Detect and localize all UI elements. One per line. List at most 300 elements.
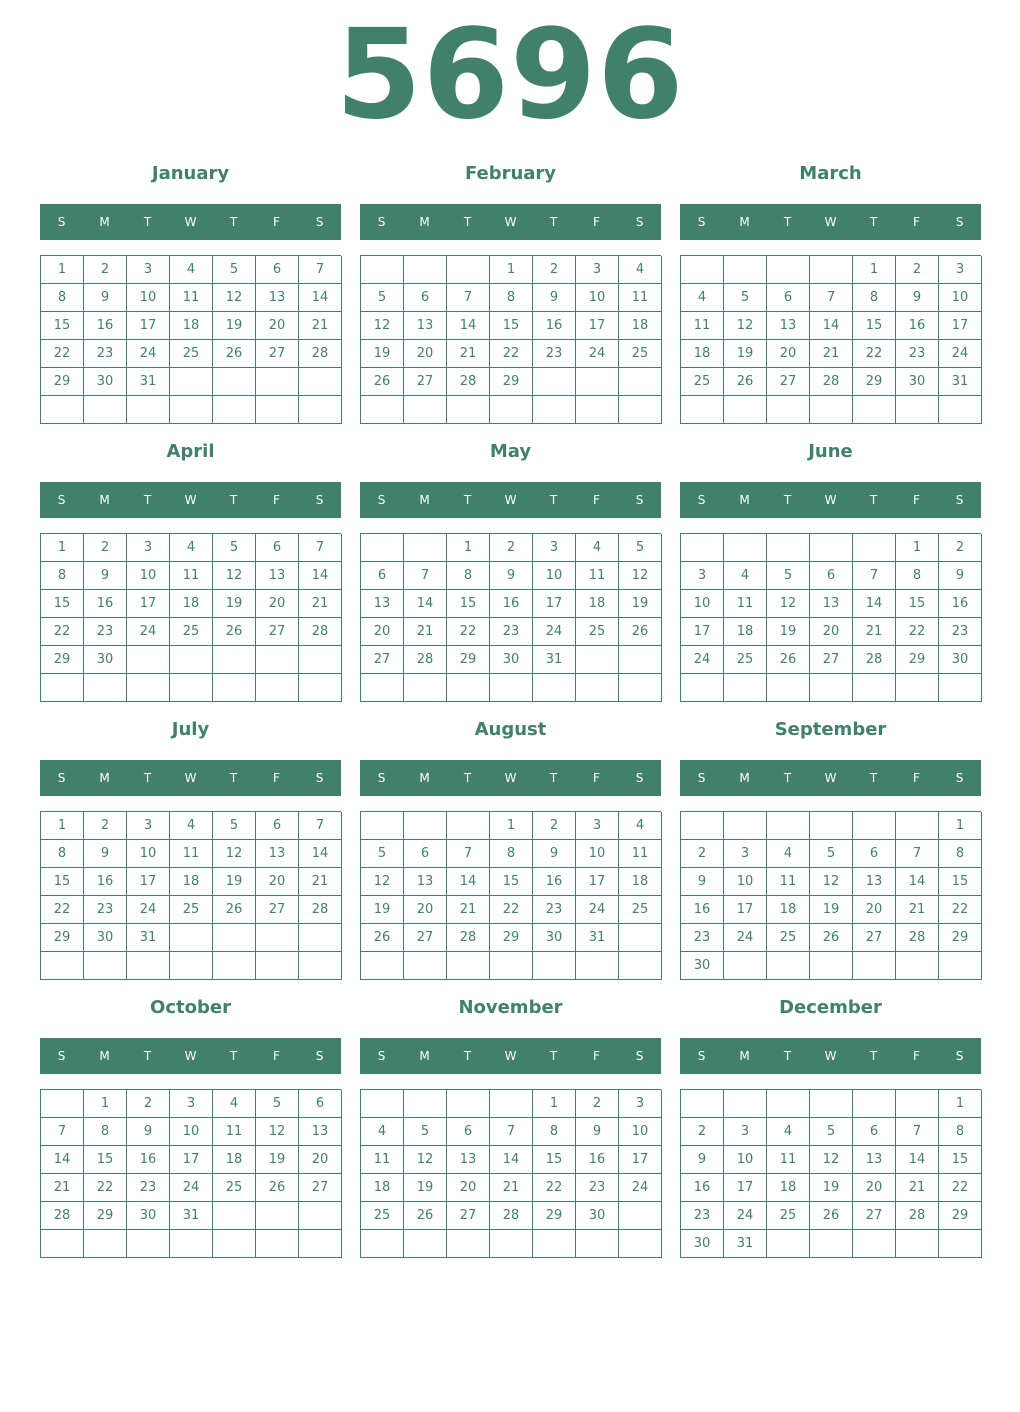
day-cell: 3 [127, 812, 170, 840]
empty-cell [939, 674, 982, 702]
day-grid [40, 533, 341, 702]
weekday-label: M [739, 771, 750, 785]
empty-cell [447, 674, 490, 702]
day-cell: 16 [896, 312, 939, 340]
empty-cell [810, 534, 853, 562]
day-cell: 25 [576, 618, 619, 646]
day-grid [360, 255, 661, 424]
day-cell: 23 [84, 896, 127, 924]
day-cell: 27 [256, 340, 299, 368]
day-cell: 1 [939, 1090, 982, 1118]
day-cell: 26 [213, 618, 256, 646]
weekday-label: T [549, 215, 558, 229]
day-cell: 24 [619, 1174, 662, 1202]
weekday-label: T [229, 215, 238, 229]
day-cell: 5 [810, 1118, 853, 1146]
weekday-label: T [229, 771, 238, 785]
empty-cell [533, 674, 576, 702]
month-august [360, 712, 661, 980]
day-cell: 9 [533, 840, 576, 868]
month-name: August [474, 719, 547, 740]
day-cell: 31 [724, 1230, 767, 1258]
weekday-label: S [635, 771, 644, 785]
empty-cell [299, 646, 342, 674]
day-grid [40, 255, 341, 424]
empty-cell [939, 396, 982, 424]
empty-cell [170, 396, 213, 424]
day-cell: 18 [619, 312, 662, 340]
day-cell: 20 [256, 312, 299, 340]
day-cell: 8 [939, 1118, 982, 1146]
day-cell: 1 [84, 1090, 127, 1118]
empty-cell [681, 674, 724, 702]
weekday-label: T [143, 215, 152, 229]
day-cell: 8 [84, 1118, 127, 1146]
day-cell: 9 [681, 868, 724, 896]
day-cell: 4 [767, 840, 810, 868]
weekday-label: S [697, 771, 706, 785]
day-grid [680, 255, 981, 424]
day-cell: 18 [681, 340, 724, 368]
weekday-label: W [504, 493, 517, 507]
day-cell: 17 [170, 1146, 213, 1174]
empty-cell [681, 534, 724, 562]
empty-cell [404, 952, 447, 980]
day-cell: 23 [533, 896, 576, 924]
day-cell: 6 [361, 562, 404, 590]
empty-cell [853, 396, 896, 424]
day-cell: 5 [404, 1118, 447, 1146]
weekday-label: T [549, 771, 558, 785]
day-cell: 8 [490, 284, 533, 312]
day-cell: 13 [404, 312, 447, 340]
weekday-label: F [913, 215, 920, 229]
day-cell: 17 [724, 1174, 767, 1202]
empty-cell [619, 674, 662, 702]
day-cell: 17 [127, 868, 170, 896]
day-cell: 2 [84, 812, 127, 840]
day-cell: 13 [447, 1146, 490, 1174]
day-cell: 28 [299, 340, 342, 368]
empty-cell [576, 646, 619, 674]
day-cell: 27 [256, 618, 299, 646]
day-cell: 10 [127, 840, 170, 868]
day-cell: 6 [299, 1090, 342, 1118]
empty-cell [810, 256, 853, 284]
empty-cell [213, 1230, 256, 1258]
day-cell: 4 [213, 1090, 256, 1118]
day-cell: 5 [361, 284, 404, 312]
day-cell: 28 [853, 646, 896, 674]
day-cell: 3 [576, 812, 619, 840]
day-cell: 6 [447, 1118, 490, 1146]
weekday-label: W [504, 215, 517, 229]
day-cell: 9 [533, 284, 576, 312]
day-cell: 5 [256, 1090, 299, 1118]
day-cell: 4 [361, 1118, 404, 1146]
weekday-label: T [229, 1049, 238, 1063]
day-cell: 18 [213, 1146, 256, 1174]
day-cell: 16 [576, 1146, 619, 1174]
day-cell: 22 [533, 1174, 576, 1202]
empty-cell [490, 952, 533, 980]
month-april [40, 434, 341, 702]
day-cell: 21 [299, 868, 342, 896]
empty-cell [361, 396, 404, 424]
weekday-label: S [697, 1049, 706, 1063]
day-cell: 8 [853, 284, 896, 312]
day-cell: 30 [576, 1202, 619, 1230]
empty-cell [896, 1230, 939, 1258]
empty-cell [681, 1090, 724, 1118]
day-cell: 22 [41, 896, 84, 924]
day-cell: 26 [767, 646, 810, 674]
day-cell: 17 [939, 312, 982, 340]
day-cell: 28 [299, 896, 342, 924]
empty-cell [170, 674, 213, 702]
day-cell: 1 [490, 256, 533, 284]
empty-cell [299, 674, 342, 702]
empty-cell [404, 674, 447, 702]
weekday-label: S [955, 1049, 964, 1063]
empty-cell [404, 1230, 447, 1258]
weekday-label: M [739, 493, 750, 507]
day-cell: 19 [256, 1146, 299, 1174]
empty-cell [404, 256, 447, 284]
day-cell: 15 [490, 312, 533, 340]
empty-cell [361, 952, 404, 980]
empty-cell [170, 924, 213, 952]
empty-cell [619, 924, 662, 952]
weekday-label: T [463, 771, 472, 785]
day-cell: 23 [681, 924, 724, 952]
day-cell: 24 [533, 618, 576, 646]
day-cell: 21 [404, 618, 447, 646]
empty-cell [256, 646, 299, 674]
day-cell: 1 [41, 534, 84, 562]
day-cell: 22 [490, 896, 533, 924]
day-cell: 21 [896, 896, 939, 924]
month-february [360, 156, 661, 424]
weekday-label: S [315, 1049, 324, 1063]
day-cell: 11 [619, 284, 662, 312]
day-cell: 31 [127, 368, 170, 396]
weekday-label: M [99, 493, 110, 507]
month-name: May [489, 441, 532, 462]
day-cell: 18 [619, 868, 662, 896]
day-cell: 29 [533, 1202, 576, 1230]
day-cell: 14 [896, 868, 939, 896]
day-cell: 14 [447, 868, 490, 896]
day-cell: 29 [853, 368, 896, 396]
day-cell: 12 [619, 562, 662, 590]
day-cell: 15 [41, 590, 84, 618]
day-cell: 1 [896, 534, 939, 562]
month-name: July [171, 719, 210, 740]
weekday-header [680, 482, 981, 518]
empty-cell [576, 952, 619, 980]
day-cell: 27 [299, 1174, 342, 1202]
day-cell: 13 [767, 312, 810, 340]
day-cell: 30 [84, 924, 127, 952]
day-cell: 12 [213, 840, 256, 868]
day-cell: 31 [939, 368, 982, 396]
weekday-label: M [739, 215, 750, 229]
day-cell: 31 [170, 1202, 213, 1230]
day-cell: 13 [404, 868, 447, 896]
day-cell: 15 [41, 312, 84, 340]
weekday-label: F [593, 1049, 600, 1063]
empty-cell [361, 674, 404, 702]
day-cell: 3 [533, 534, 576, 562]
day-cell: 13 [853, 868, 896, 896]
weekday-label: T [463, 215, 472, 229]
day-cell: 20 [853, 1174, 896, 1202]
empty-cell [896, 674, 939, 702]
day-cell: 23 [84, 618, 127, 646]
empty-cell [767, 396, 810, 424]
empty-cell [681, 812, 724, 840]
weekday-label: F [273, 215, 280, 229]
empty-cell [853, 812, 896, 840]
day-cell: 19 [361, 896, 404, 924]
day-cell: 24 [724, 1202, 767, 1230]
empty-cell [213, 924, 256, 952]
day-cell: 19 [361, 340, 404, 368]
day-cell: 25 [619, 340, 662, 368]
weekday-header [40, 482, 341, 518]
empty-cell [767, 1230, 810, 1258]
empty-cell [767, 952, 810, 980]
month-july [40, 712, 341, 980]
day-cell: 26 [361, 368, 404, 396]
weekday-label: S [315, 215, 324, 229]
day-cell: 21 [853, 618, 896, 646]
month-january [40, 156, 341, 424]
empty-cell [299, 924, 342, 952]
day-cell: 20 [256, 590, 299, 618]
day-cell: 21 [896, 1174, 939, 1202]
weekday-label: S [697, 493, 706, 507]
day-cell: 26 [619, 618, 662, 646]
month-march [680, 156, 981, 424]
day-cell: 13 [256, 840, 299, 868]
day-cell: 5 [810, 840, 853, 868]
day-cell: 12 [724, 312, 767, 340]
day-cell: 17 [576, 312, 619, 340]
day-cell: 18 [170, 312, 213, 340]
day-cell: 22 [41, 618, 84, 646]
day-cell: 11 [619, 840, 662, 868]
day-cell: 15 [84, 1146, 127, 1174]
day-cell: 17 [127, 312, 170, 340]
empty-cell [361, 812, 404, 840]
day-cell: 27 [404, 924, 447, 952]
day-cell: 16 [84, 590, 127, 618]
day-grid [680, 811, 981, 980]
empty-cell [41, 1090, 84, 1118]
day-cell: 13 [256, 562, 299, 590]
empty-cell [299, 396, 342, 424]
empty-cell [810, 812, 853, 840]
day-cell: 4 [681, 284, 724, 312]
day-cell: 2 [84, 534, 127, 562]
day-cell: 19 [767, 618, 810, 646]
weekday-label: F [593, 493, 600, 507]
day-cell: 16 [939, 590, 982, 618]
empty-cell [619, 952, 662, 980]
day-cell: 14 [447, 312, 490, 340]
empty-cell [619, 1202, 662, 1230]
day-cell: 2 [127, 1090, 170, 1118]
day-cell: 23 [576, 1174, 619, 1202]
day-cell: 5 [361, 840, 404, 868]
day-cell: 30 [533, 924, 576, 952]
empty-cell [41, 952, 84, 980]
empty-cell [810, 1230, 853, 1258]
weekday-label: S [697, 215, 706, 229]
empty-cell [853, 1090, 896, 1118]
day-cell: 23 [533, 340, 576, 368]
weekday-label: S [635, 215, 644, 229]
day-cell: 22 [939, 1174, 982, 1202]
empty-cell [361, 1230, 404, 1258]
empty-cell [127, 674, 170, 702]
day-cell: 2 [939, 534, 982, 562]
weekday-label: S [955, 493, 964, 507]
day-cell: 11 [170, 284, 213, 312]
day-grid [360, 533, 661, 702]
day-cell: 7 [810, 284, 853, 312]
day-cell: 11 [170, 562, 213, 590]
day-cell: 28 [299, 618, 342, 646]
weekday-header [680, 1038, 981, 1074]
weekday-label: W [184, 771, 197, 785]
day-cell: 22 [939, 896, 982, 924]
empty-cell [361, 534, 404, 562]
empty-cell [533, 1230, 576, 1258]
empty-cell [84, 674, 127, 702]
day-cell: 21 [447, 896, 490, 924]
weekday-label: S [955, 771, 964, 785]
day-cell: 1 [41, 256, 84, 284]
weekday-label: M [419, 215, 430, 229]
day-cell: 10 [724, 1146, 767, 1174]
empty-cell [447, 812, 490, 840]
day-cell: 2 [84, 256, 127, 284]
day-cell: 7 [299, 812, 342, 840]
day-cell: 15 [853, 312, 896, 340]
day-cell: 27 [361, 646, 404, 674]
day-cell: 6 [810, 562, 853, 590]
day-cell: 15 [896, 590, 939, 618]
day-cell: 12 [810, 1146, 853, 1174]
day-cell: 26 [361, 924, 404, 952]
day-cell: 13 [853, 1146, 896, 1174]
day-cell: 2 [533, 812, 576, 840]
day-cell: 15 [533, 1146, 576, 1174]
month-name: April [166, 441, 215, 462]
day-cell: 5 [213, 534, 256, 562]
empty-cell [810, 1090, 853, 1118]
day-cell: 25 [767, 924, 810, 952]
day-cell: 13 [256, 284, 299, 312]
weekday-label: F [273, 1049, 280, 1063]
day-cell: 30 [84, 646, 127, 674]
weekday-label: M [99, 771, 110, 785]
empty-cell [724, 952, 767, 980]
day-cell: 9 [84, 840, 127, 868]
month-may [360, 434, 661, 702]
empty-cell [490, 674, 533, 702]
day-cell: 4 [170, 256, 213, 284]
day-cell: 27 [810, 646, 853, 674]
weekday-label: W [184, 1049, 197, 1063]
day-cell: 9 [576, 1118, 619, 1146]
day-cell: 28 [404, 646, 447, 674]
day-grid [680, 1089, 981, 1258]
month-name: December [779, 997, 882, 1018]
day-cell: 16 [127, 1146, 170, 1174]
day-cell: 6 [767, 284, 810, 312]
empty-cell [213, 1202, 256, 1230]
weekday-label: T [549, 493, 558, 507]
day-cell: 26 [724, 368, 767, 396]
empty-cell [724, 674, 767, 702]
weekday-label: M [419, 771, 430, 785]
day-cell: 4 [724, 562, 767, 590]
day-cell: 28 [896, 924, 939, 952]
month-june [680, 434, 981, 702]
day-cell: 30 [681, 1230, 724, 1258]
day-cell: 20 [447, 1174, 490, 1202]
weekday-label: W [824, 1049, 837, 1063]
day-cell: 29 [41, 368, 84, 396]
day-cell: 12 [256, 1118, 299, 1146]
month-name: January [151, 163, 230, 184]
day-cell: 22 [84, 1174, 127, 1202]
day-cell: 7 [490, 1118, 533, 1146]
day-cell: 18 [767, 896, 810, 924]
day-cell: 20 [404, 896, 447, 924]
day-cell: 5 [767, 562, 810, 590]
empty-cell [767, 812, 810, 840]
empty-cell [84, 1230, 127, 1258]
month-name: November [458, 997, 563, 1018]
empty-cell [170, 1230, 213, 1258]
day-cell: 7 [896, 840, 939, 868]
day-cell: 1 [490, 812, 533, 840]
empty-cell [533, 368, 576, 396]
empty-cell [213, 952, 256, 980]
day-cell: 29 [896, 646, 939, 674]
day-cell: 10 [576, 840, 619, 868]
day-cell: 8 [41, 562, 84, 590]
day-cell: 21 [490, 1174, 533, 1202]
month-name: September [774, 719, 887, 740]
day-cell: 17 [576, 868, 619, 896]
day-cell: 30 [681, 952, 724, 980]
day-cell: 22 [447, 618, 490, 646]
empty-cell [490, 396, 533, 424]
weekday-label: T [549, 1049, 558, 1063]
weekday-label: S [377, 1049, 386, 1063]
day-cell: 6 [853, 840, 896, 868]
empty-cell [41, 1230, 84, 1258]
day-cell: 1 [853, 256, 896, 284]
day-cell: 27 [767, 368, 810, 396]
day-cell: 3 [619, 1090, 662, 1118]
